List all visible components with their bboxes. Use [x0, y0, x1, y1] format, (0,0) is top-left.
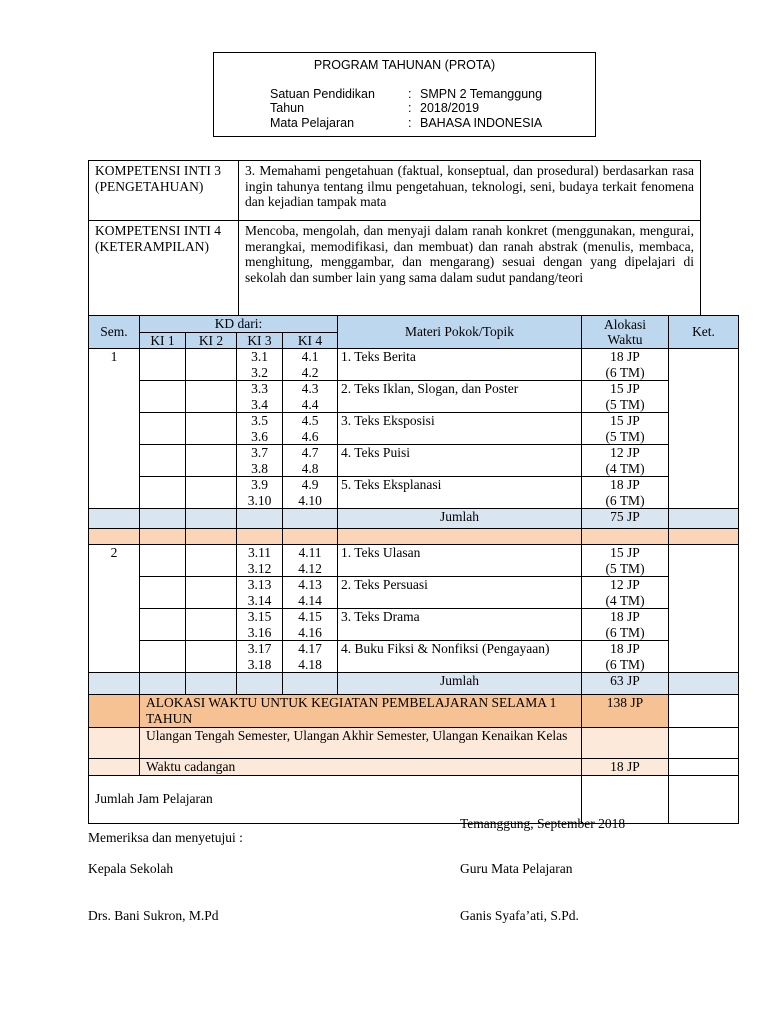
col-header-ki3: KI 3	[237, 332, 283, 349]
ki3-cell	[237, 445, 283, 477]
ki4-row	[89, 221, 701, 316]
alokasi-cell	[582, 477, 669, 509]
kd-code: 3.11	[247, 545, 272, 560]
jp-value: 18 JP	[610, 349, 640, 364]
kd-code: 4.14	[298, 592, 322, 608]
materi-cell: 3. Teks Eksposisi	[338, 413, 582, 445]
kd-code: 3.3	[251, 381, 268, 396]
ki3-cell	[237, 413, 283, 445]
semester-cell: 1	[89, 349, 140, 509]
kompetensi-inti-table	[88, 160, 701, 316]
ki3-cell	[237, 545, 283, 577]
ulangan-value	[582, 728, 669, 759]
header-key: Satuan Pendidikan	[270, 87, 375, 101]
jp-value: 18 JP	[610, 609, 640, 624]
ket-cell	[669, 545, 739, 673]
ki3-cell	[237, 477, 283, 509]
table-row	[89, 545, 739, 577]
kd-code: 3.15	[247, 609, 272, 624]
ki4-cell	[283, 477, 338, 509]
table-row	[89, 477, 739, 509]
jp-value: 18 JP	[610, 641, 640, 656]
header-value: BAHASA INDONESIA	[420, 116, 543, 130]
kd-code: 4.9	[301, 477, 319, 492]
alokasi-label: ALOKASI WAKTU UNTUK KEGIATAN PEMBELAJARAN SELAMA 1 TAHUN	[140, 695, 582, 728]
kd-code: 4.17	[298, 641, 322, 656]
table-row	[89, 445, 739, 477]
kd-code: 4.4	[301, 396, 319, 412]
alokasi-row	[89, 695, 739, 728]
jp-value: 18 JP	[610, 477, 640, 492]
kd-code: 3.10	[247, 492, 272, 508]
jumlah-label: Jumlah	[338, 509, 582, 529]
tm-value: (4 TM)	[605, 592, 645, 608]
ki4-label: KOMPETENSI INTI 4 (KETERAMPILAN)	[89, 221, 239, 316]
ki2-cell	[186, 349, 237, 381]
kd-code: 4.10	[298, 492, 322, 508]
ki4-cell	[283, 445, 338, 477]
kd-code: 3.4	[251, 396, 268, 412]
jumlah-label: Jumlah	[338, 673, 582, 695]
ki4-cell	[283, 609, 338, 641]
ki2-cell	[186, 381, 237, 413]
table-header-row	[89, 316, 739, 333]
header-colon: :	[408, 116, 412, 130]
kd-code: 3.6	[251, 428, 268, 444]
ki3-cell	[237, 577, 283, 609]
kd-code: 3.17	[247, 641, 272, 656]
table-row	[89, 609, 739, 641]
kd-code: 3.5	[251, 413, 268, 428]
ki1-cell	[140, 577, 186, 609]
kd-code: 4.2	[301, 364, 319, 380]
header-row	[270, 101, 479, 115]
ki1-cell	[140, 609, 186, 641]
alokasi-cell	[582, 545, 669, 577]
ki4-cell	[283, 381, 338, 413]
alokasi-value: 138 JP	[582, 695, 669, 728]
kd-code: 3.1	[251, 349, 268, 364]
jp-value: 15 JP	[610, 413, 640, 428]
kd-code: 3.18	[247, 656, 272, 672]
col-header-kd: KD dari:	[140, 316, 338, 333]
total-row	[89, 775, 739, 823]
tm-value: (6 TM)	[605, 364, 645, 380]
ki1-cell	[140, 381, 186, 413]
table-row	[89, 413, 739, 445]
kd-code: 4.7	[301, 445, 319, 460]
ki2-cell	[186, 577, 237, 609]
jumlah-row	[89, 509, 739, 529]
ki2-cell	[186, 445, 237, 477]
col-header-ket: Ket.	[669, 316, 739, 349]
ki4-cell	[283, 577, 338, 609]
ki3-cell	[237, 381, 283, 413]
alokasi-cell	[582, 413, 669, 445]
ki3-label: KOMPETENSI INTI 3 (PENGETAHUAN)	[89, 161, 239, 221]
kd-code: 3.2	[251, 364, 268, 380]
jumlah-value: 75 JP	[582, 509, 669, 529]
ki2-cell	[186, 477, 237, 509]
kd-code: 4.12	[298, 560, 322, 576]
materi-cell: 4. Teks Puisi	[338, 445, 582, 477]
materi-cell: 2. Teks Persuasi	[338, 577, 582, 609]
principal-name: Drs. Bani Sukron, M.Pd	[88, 908, 219, 923]
alokasi-cell	[582, 577, 669, 609]
header-colon: :	[408, 101, 412, 115]
tm-value: (5 TM)	[605, 396, 645, 412]
tm-value: (6 TM)	[605, 656, 645, 672]
kd-code: 3.13	[247, 577, 272, 592]
cadangan-value: 18 JP	[582, 759, 669, 776]
materi-cell: 5. Teks Eksplanasi	[338, 477, 582, 509]
kd-code: 4.16	[298, 624, 322, 640]
materi-cell: 2. Teks Iklan, Slogan, dan Poster	[338, 381, 582, 413]
ki1-cell	[140, 641, 186, 673]
col-header-ki1: KI 1	[140, 332, 186, 349]
col-header-ki2: KI 2	[186, 332, 237, 349]
teacher-name: Ganis Syafa’ati, S.Pd.	[460, 908, 579, 923]
ki1-cell	[140, 477, 186, 509]
header-key: Tahun	[270, 101, 305, 115]
ki3-cell	[237, 609, 283, 641]
ki4-cell	[283, 349, 338, 381]
approval-text: Memeriksa dan menyetujui :	[88, 830, 243, 845]
table-row	[89, 577, 739, 609]
header-value: SMPN 2 Temanggung	[420, 87, 543, 101]
header-row	[270, 116, 542, 130]
document-title: PROGRAM TAHUNAN (PROTA)	[313, 58, 496, 72]
kd-code: 4.6	[301, 428, 319, 444]
header-colon: :	[408, 87, 412, 101]
ki4-text: Mencoba, mengolah, dan menyaji dalam ranah konkret (menggunakan, mengurai, merangkai, memodifikasi, dan membuat) dan ranah abstrak (menulis, membaca, menghitung, menggambar, dan mengarang) sesuai dengan yang dipelajari di sekolah dan sumber lain yang sama dalam sudut pandang/teori	[239, 221, 701, 316]
tm-value: (4 TM)	[605, 460, 645, 476]
jp-value: 12 JP	[610, 577, 640, 592]
ki4-cell	[283, 641, 338, 673]
materi-cell: 1. Teks Berita	[338, 349, 582, 381]
ulangan-label: Ulangan Tengah Semester, Ulangan Akhir Semester, Ulangan Kenaikan Kelas	[140, 728, 582, 759]
alokasi-cell	[582, 445, 669, 477]
place-date: Temanggung, September 2018	[460, 816, 626, 831]
kd-code: 4.18	[298, 656, 322, 672]
kd-code: 3.7	[251, 445, 268, 460]
cadangan-label: Waktu cadangan	[140, 759, 582, 776]
alokasi-cell	[582, 641, 669, 673]
kd-code: 3.12	[247, 560, 272, 576]
ki1-cell	[140, 349, 186, 381]
table-row	[89, 349, 739, 381]
ki2-cell	[186, 545, 237, 577]
kd-code: 4.5	[301, 413, 319, 428]
jumlah-value: 63 JP	[582, 673, 669, 695]
materi-cell: 3. Teks Drama	[338, 609, 582, 641]
alokasi-cell	[582, 381, 669, 413]
col-header-alokasi: Alokasi Waktu	[582, 316, 669, 349]
tm-value: (6 TM)	[605, 492, 645, 508]
col-header-ki4: KI 4	[283, 332, 338, 349]
separator-row	[89, 529, 739, 545]
header-key: Mata Pelajaran	[270, 116, 355, 130]
prota-table	[88, 315, 739, 824]
kd-code: 4.3	[301, 381, 319, 396]
kd-code: 3.16	[247, 624, 272, 640]
header-box	[213, 52, 596, 137]
tm-value: (6 TM)	[605, 624, 645, 640]
kd-code: 4.8	[301, 460, 319, 476]
ulangan-row	[89, 728, 739, 759]
kd-code: 3.14	[247, 592, 272, 608]
ki4-cell	[283, 413, 338, 445]
ki3-row	[89, 161, 701, 221]
cadangan-row	[89, 759, 739, 776]
tm-value: (5 TM)	[605, 428, 645, 444]
ki3-cell	[237, 349, 283, 381]
ki2-cell	[186, 641, 237, 673]
ki1-cell	[140, 413, 186, 445]
jp-value: 12 JP	[610, 445, 640, 460]
header-value: 2018/2019	[420, 101, 480, 115]
principal-role: Kepala Sekolah	[88, 861, 174, 876]
header-row	[270, 87, 542, 101]
ki4-cell	[283, 545, 338, 577]
semester-cell: 2	[89, 545, 140, 673]
ket-cell	[669, 349, 739, 509]
kd-code: 4.15	[298, 609, 322, 624]
ki2-cell	[186, 413, 237, 445]
materi-cell: 4. Buku Fiksi & Nonfiksi (Pengayaan)	[338, 641, 582, 673]
alokasi-cell	[582, 349, 669, 381]
jumlah-row	[89, 673, 739, 695]
table-row	[89, 381, 739, 413]
jp-value: 15 JP	[610, 545, 640, 560]
kd-code: 4.13	[298, 577, 322, 592]
materi-cell: 1. Teks Ulasan	[338, 545, 582, 577]
kd-code: 4.11	[298, 545, 322, 560]
ki1-cell	[140, 445, 186, 477]
table-row	[89, 641, 739, 673]
kd-code: 4.1	[301, 349, 319, 364]
alokasi-cell	[582, 609, 669, 641]
ki2-cell	[186, 609, 237, 641]
kd-code: 3.9	[251, 477, 268, 492]
ki3-cell	[237, 641, 283, 673]
teacher-role: Guru Mata Pelajaran	[460, 861, 573, 876]
jp-value: 15 JP	[610, 381, 640, 396]
total-label: Jumlah Jam Pelajaran	[89, 775, 582, 823]
ki1-cell	[140, 545, 186, 577]
col-header-sem: Sem.	[89, 316, 140, 349]
ki3-text: 3. Memahami pengetahuan (faktual, konseptual, dan prosedural) berdasarkan rasa ingin tahunya tentang ilmu pengetahuan, teknologi, seni, budaya terkait fenomena dan kejadian tampak mata	[239, 161, 701, 221]
kd-code: 3.8	[251, 460, 268, 476]
col-header-materi: Materi Pokok/Topik	[338, 316, 582, 349]
tm-value: (5 TM)	[605, 560, 645, 576]
